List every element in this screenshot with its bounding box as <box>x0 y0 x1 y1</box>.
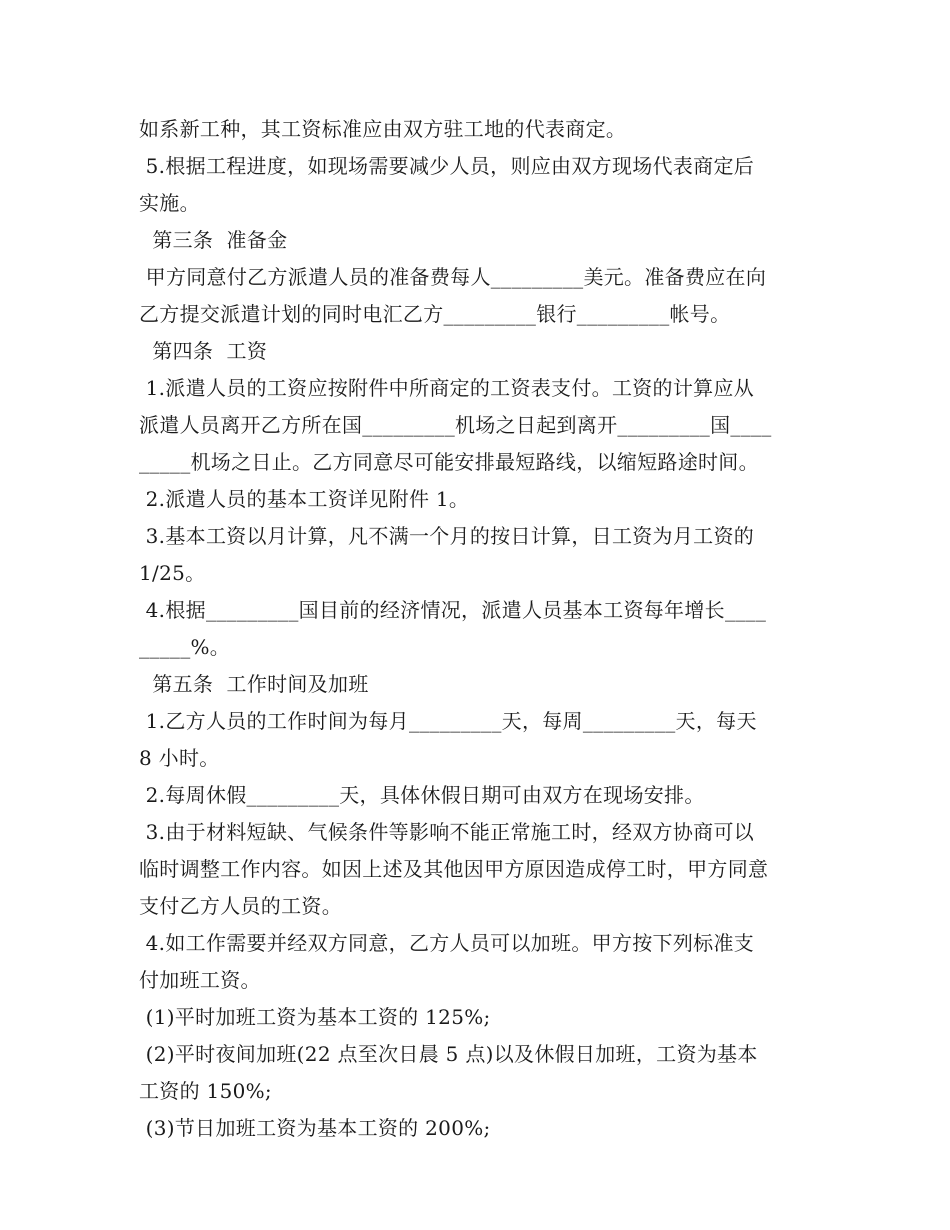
text-line: 实施。 <box>139 191 200 215</box>
text-line: (1)平时加班工资为基本工资的 125%; <box>139 1005 491 1029</box>
text-line: (2)平时夜间加班(22 点至次日晨 5 点)以及休假日加班，工资为基本 <box>139 1042 758 1066</box>
text-line: 付加班工资。 <box>139 968 261 992</box>
text-line: 甲方同意付乙方派遣人员的准备费每人_________美元。准备费应在向 <box>139 265 767 289</box>
text-line: 2.每周休假_________天，具体休假日期可由双方在现场安排。 <box>139 783 705 807</box>
text-line: 如系新工种，其工资标准应由双方驻工地的代表商定。 <box>139 117 627 141</box>
text-line: 1.乙方人员的工作时间为每月_________天，每周_________天，每天 <box>139 709 757 733</box>
text-line: 4.如工作需要并经双方同意，乙方人员可以加班。甲方按下列标准支 <box>139 931 755 955</box>
section-heading: 第四条 工资 <box>139 339 268 363</box>
text-line: 2.派遣人员的基本工资详见附件 1。 <box>139 487 470 511</box>
text-line: 临时调整工作内容。如因上述及其他因甲方原因造成停工时，甲方同意 <box>139 857 769 881</box>
text-line: 5.根据工程进度，如现场需要减少人员，则应由双方现场代表商定后 <box>139 154 755 178</box>
text-line: 工资的 150%; <box>139 1079 272 1103</box>
text-line: 1.派遣人员的工资应按附件中所商定的工资表支付。工资的计算应从 <box>139 376 755 400</box>
section-heading: 第五条 工作时间及加班 <box>139 672 369 696</box>
text-line: _____机场之日止。乙方同意尽可能安排最短路线，以缩短路途时间。 <box>139 450 759 474</box>
text-line: _____%。 <box>139 635 231 659</box>
section-heading: 第三条 准备金 <box>139 228 288 252</box>
text-line: 8 小时。 <box>139 746 220 770</box>
text-line: 1/25。 <box>139 561 206 585</box>
text-line: 4.根据_________国目前的经济情况，派遣人员基本工资每年增长____ <box>139 598 767 622</box>
text-line: 3.基本工资以月计算，凡不满一个月的按日计算，日工资为月工资的 <box>139 524 755 548</box>
text-line: 派遣人员离开乙方所在国_________机场之日起到离开_________国____ <box>139 413 772 437</box>
text-line: (3)节日加班工资为基本工资的 200%; <box>139 1116 491 1140</box>
text-line: 支付乙方人员的工资。 <box>139 894 342 918</box>
text-line: 3.由于材料短缺、气候条件等影响不能正常施工时，经双方协商可以 <box>139 820 755 844</box>
text-line: 乙方提交派遣计划的同时电汇乙方_________银行_________帐号。 <box>139 302 731 326</box>
